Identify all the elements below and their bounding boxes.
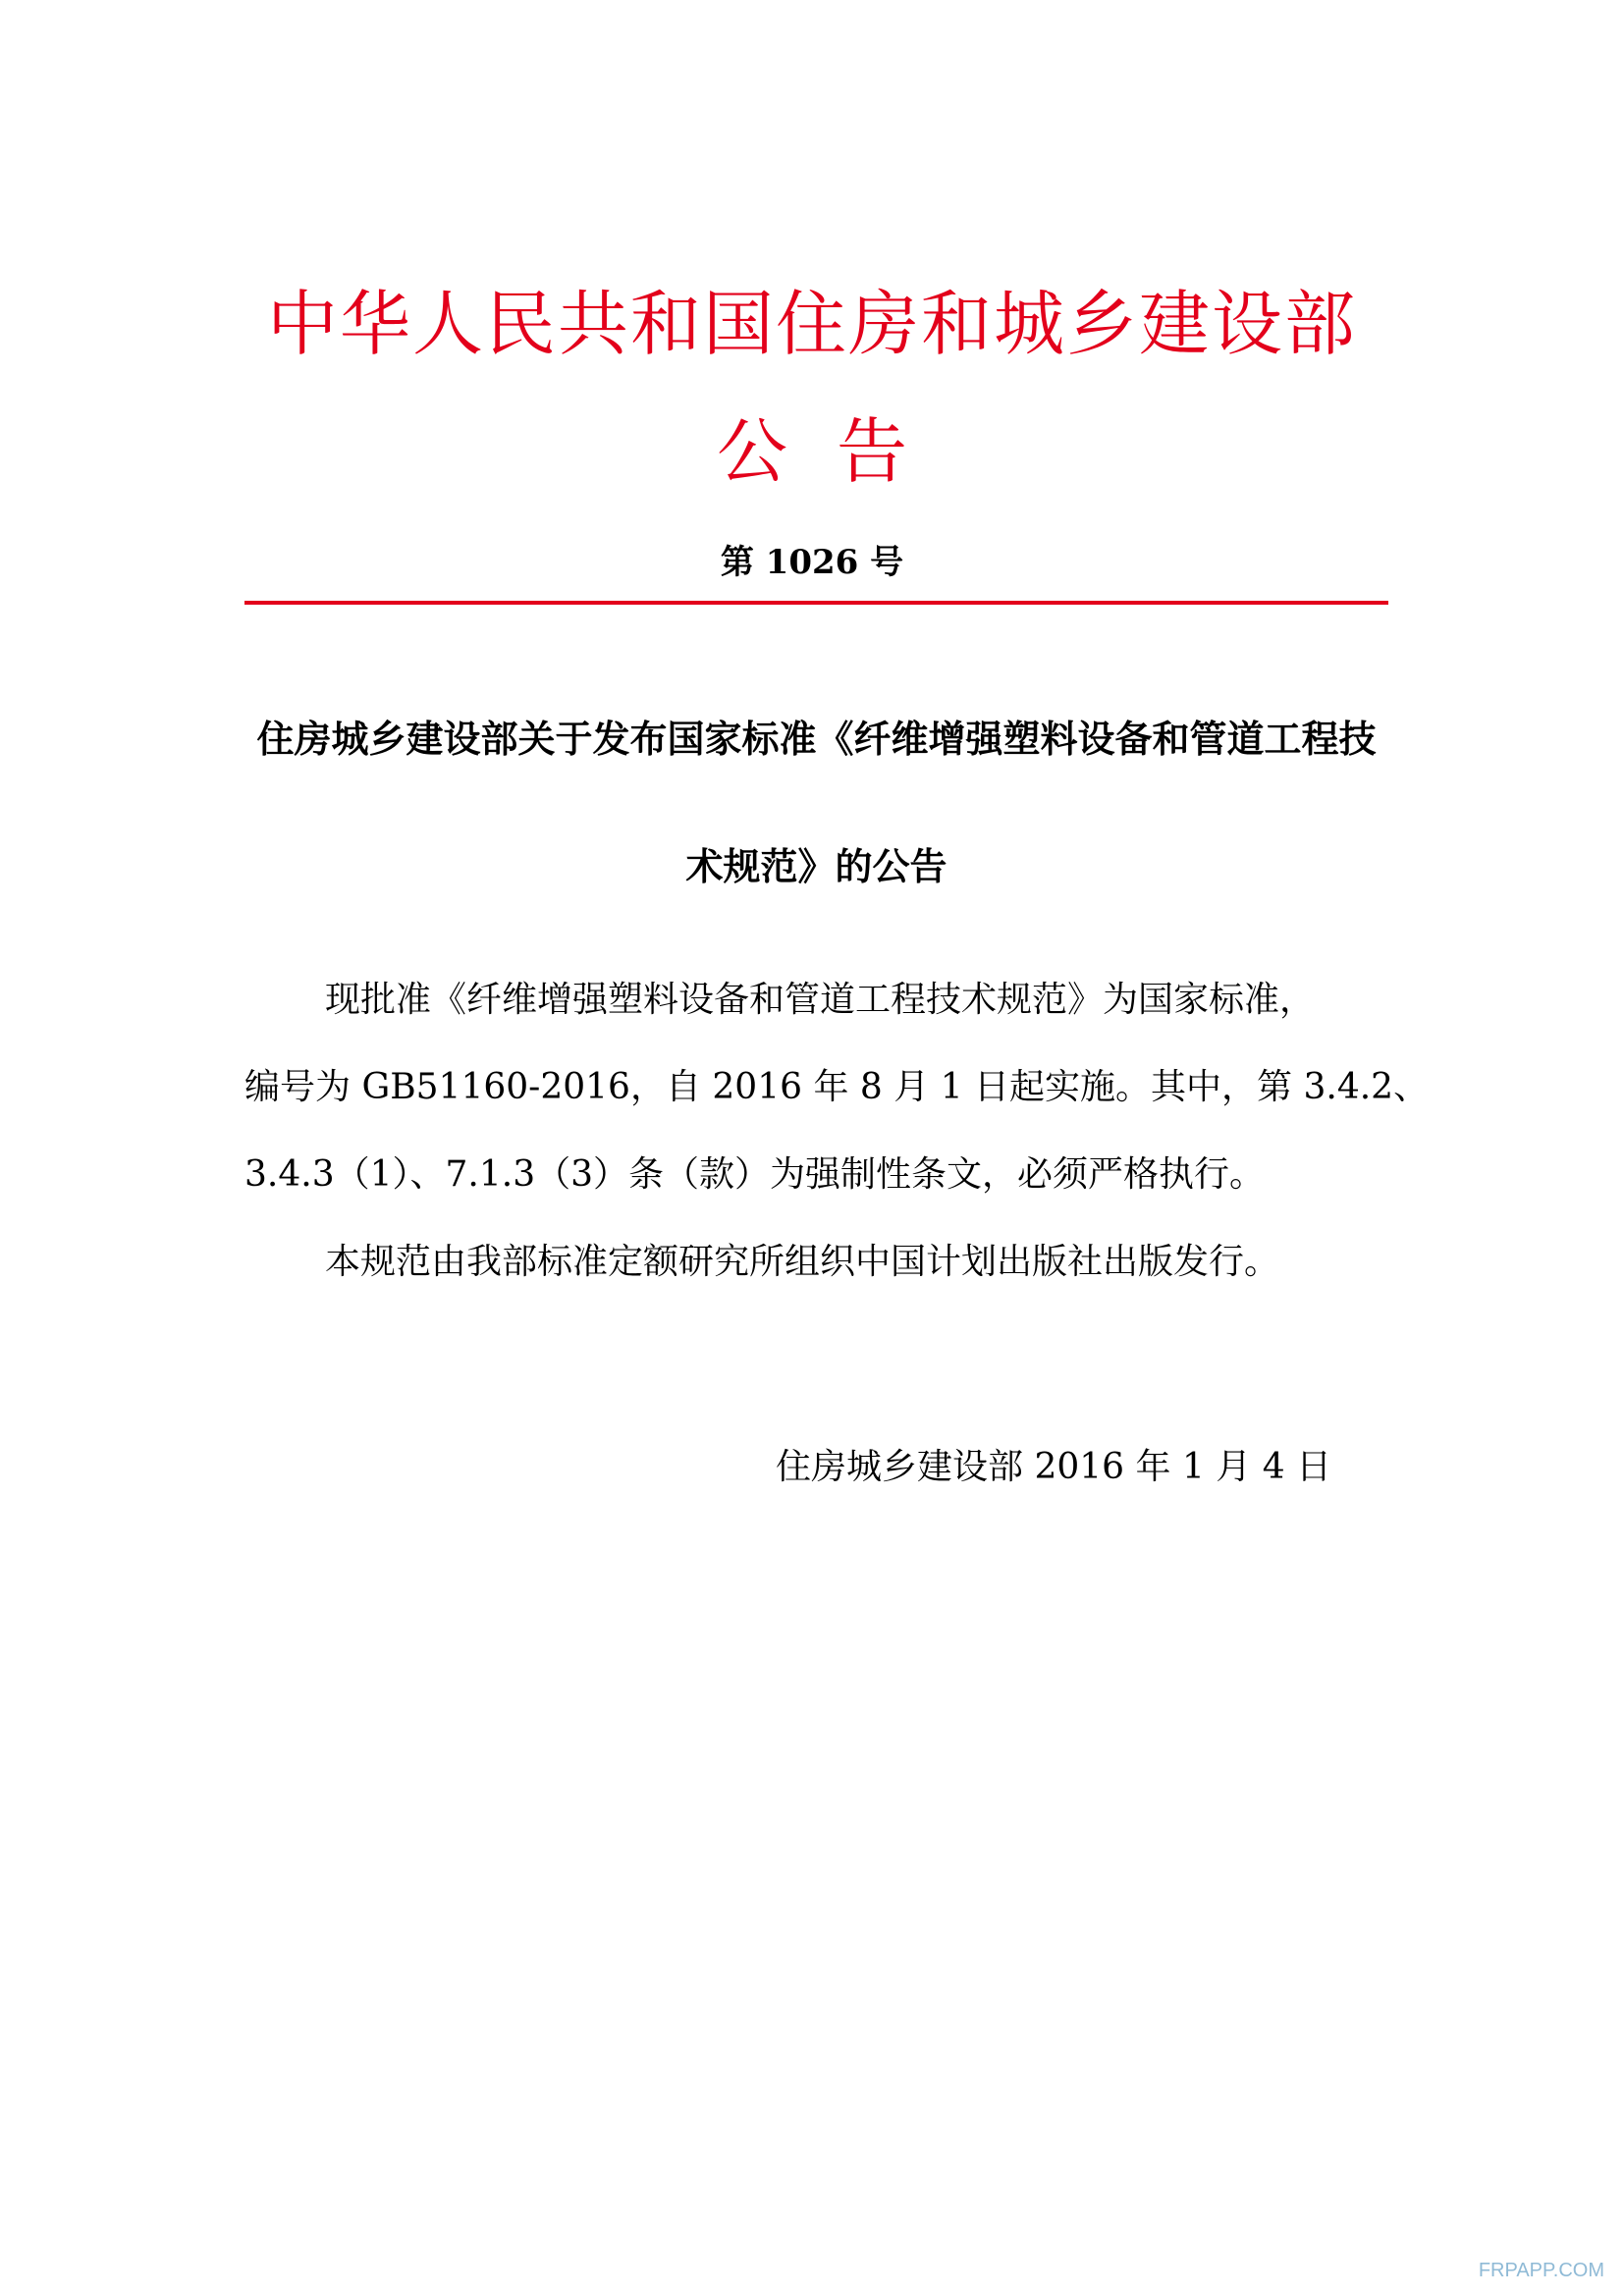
notice-title xyxy=(244,715,1388,891)
notice-title-line-2: 术规范》的公告 xyxy=(685,844,947,888)
red-divider xyxy=(244,601,1388,605)
notice-title-line-1: 住房城乡建设部关于发布国家标准《纤维增强塑料设备和管道工程技 xyxy=(256,717,1377,761)
signature-date: 住房城乡建设部 2016 年 1 月 4 日 xyxy=(776,1447,1332,1487)
body-line-3: 3.4.3（1）、7.1.3（3）条（款）为强制性条文，必须严格执行。 xyxy=(244,1154,1266,1195)
document-number: 第 1026 号 xyxy=(720,543,904,582)
site-watermark: FRPAPP.COM xyxy=(1478,2260,1604,2281)
body-line-4: 本规范由我部标准定额研究所组织中国计划出版社出版发行。 xyxy=(325,1242,1280,1282)
ministry-title: 中华人民共和国住房和城乡建设部 xyxy=(266,283,1357,365)
announcement-heading: 公告 xyxy=(716,410,956,493)
body-line-2: 编号为 GB51160-2016，自 2016 年 8 月 1 日起实施。其中，第 3.4.2、 xyxy=(244,1067,1430,1107)
body-line-1: 现批准《纤维增强塑料设备和管道工程技术规范》为国家标准， xyxy=(325,980,1316,1020)
